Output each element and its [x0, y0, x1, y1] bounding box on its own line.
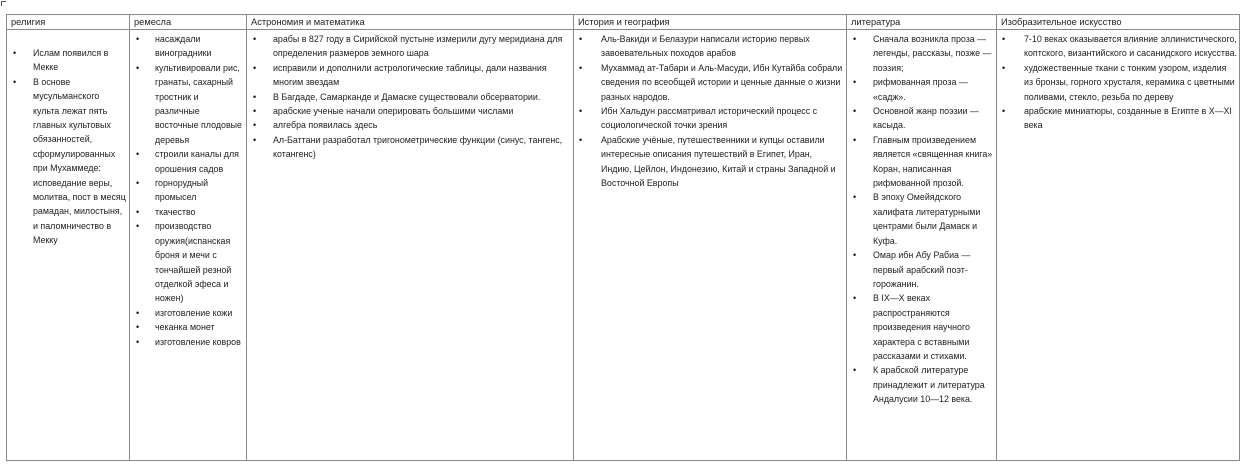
list-item: • В основе мусульманского культа лежат пять главных культовых обязанностей, сформулированных при Мухаммеде: исповедание веры, молитва, пост в месяц рамадан, милостыня, и паломничество в Мекку — [7, 75, 127, 248]
list-item: • изготовление кожи — [130, 306, 244, 320]
history-list — [574, 32, 844, 190]
list-item: • Аль-Вакиди и Белазури написали историю первых завоевательных походов арабов — [574, 32, 844, 61]
religion-list — [7, 46, 127, 248]
culture-table — [6, 14, 1240, 461]
header-row — [7, 15, 1240, 30]
list-item: • Основной жанр поэзии — касыда. — [847, 104, 994, 133]
content-row — [7, 30, 1240, 461]
list-item: • арабы в 827 году в Сирийской пустыне измерили дугу меридиана для определения размеров земного шара — [247, 32, 571, 61]
header-astronomy-math: Астрономия и математика — [247, 15, 574, 30]
crafts-list — [130, 32, 244, 349]
list-item: • алгебра появилась здесь — [247, 118, 571, 132]
cell-crafts — [130, 30, 247, 461]
list-item: • Ислам появился в Мекке — [7, 46, 127, 75]
list-item: • строили каналы для орошения садов — [130, 147, 244, 176]
list-item: • арабские ученые начали оперировать большими числами — [247, 104, 571, 118]
list-item: • рифмованная проза — «садж». — [847, 75, 994, 104]
list-item: • художественные ткани с тонким узором, изделия из бронзы, горного хрусталя, керамика с цветными поливами, стекло, резьба по дереву — [997, 61, 1237, 104]
header-history-geography: История и география — [574, 15, 847, 30]
header-literature: литература — [847, 15, 997, 30]
list-item: • К арабской литературе принадлежит и литература Андалусии 10—12 века. — [847, 363, 994, 406]
cell-religion — [7, 30, 130, 461]
list-item: • Главным произведением является «священная книга» Коран, написанная рифмованной прозой. — [847, 133, 994, 191]
cell-literature — [847, 30, 997, 461]
page-corner-mark — [1, 1, 6, 6]
list-item: • Ибн Хальдун рассматривал исторический процесс с социологической точки зрения — [574, 104, 844, 133]
astronomy-list — [247, 32, 571, 162]
list-item: • горнорудный промысел — [130, 176, 244, 205]
list-item: • В Багдаде, Самарканде и Дамаске существовали обсерватории. — [247, 90, 571, 104]
cell-fine-art — [997, 30, 1240, 461]
list-item: • В эпоху Омейядского халифата литературными центрами были Дамаск и Куфа. — [847, 190, 994, 248]
list-item: • В IX—X веках распространяются произведения научного характера с вставными рассказами и стихами. — [847, 291, 994, 363]
list-item: • насаждали виноградники — [130, 32, 244, 61]
list-item: • культивировали рис, гранаты, сахарный тростник и различные восточные плодовые деревья — [130, 61, 244, 147]
list-item: • Арабские учёные, путешественники и купцы оставили интересные описания путешествий в Египет, Иран, Индию, Цейлон, Индонезию, Китай и страны Западной и Восточной Европы — [574, 133, 844, 191]
list-item: • арабские миниатюры, созданные в Египте в X—XI века — [997, 104, 1237, 133]
list-item: • ткачество — [130, 205, 244, 219]
header-crafts: ремесла — [130, 15, 247, 30]
list-item: • 7-10 веках оказывается влияние эллинистического, коптского, византийского и сасанидского искусства. — [997, 32, 1237, 61]
fine-art-list — [997, 32, 1237, 133]
list-item: • Сначала возникла проза — легенды, рассказы, позже — поэзия; — [847, 32, 994, 75]
list-item: • Омар ибн Абу Рабиа — первый арабский поэт-горожанин. — [847, 248, 994, 291]
list-item: • чеканка монет — [130, 320, 244, 334]
list-item: • изготовление ковров — [130, 335, 244, 349]
list-item: • Ал-Баттани разработал тригонометрические функции (синус, тангенс, котангенс) — [247, 133, 571, 162]
literature-list — [847, 32, 994, 407]
list-item: • Мухаммад ат-Табари и Аль-Масуди, Ибн Кутайба собрали сведения по всеобщей истории и ценные данные о жизни разных народов. — [574, 61, 844, 104]
header-religion: религия — [7, 15, 130, 30]
list-item: • производство оружия(испанская броня и мечи с тончайшей резной отделкой эфеса и ножен) — [130, 219, 244, 305]
cell-history-geography — [574, 30, 847, 461]
list-item: • исправили и дополнили астрологические таблицы, дали названия многим звездам — [247, 61, 571, 90]
header-fine-art: Изобразительное искусство — [997, 15, 1240, 30]
cell-astronomy-math — [247, 30, 574, 461]
